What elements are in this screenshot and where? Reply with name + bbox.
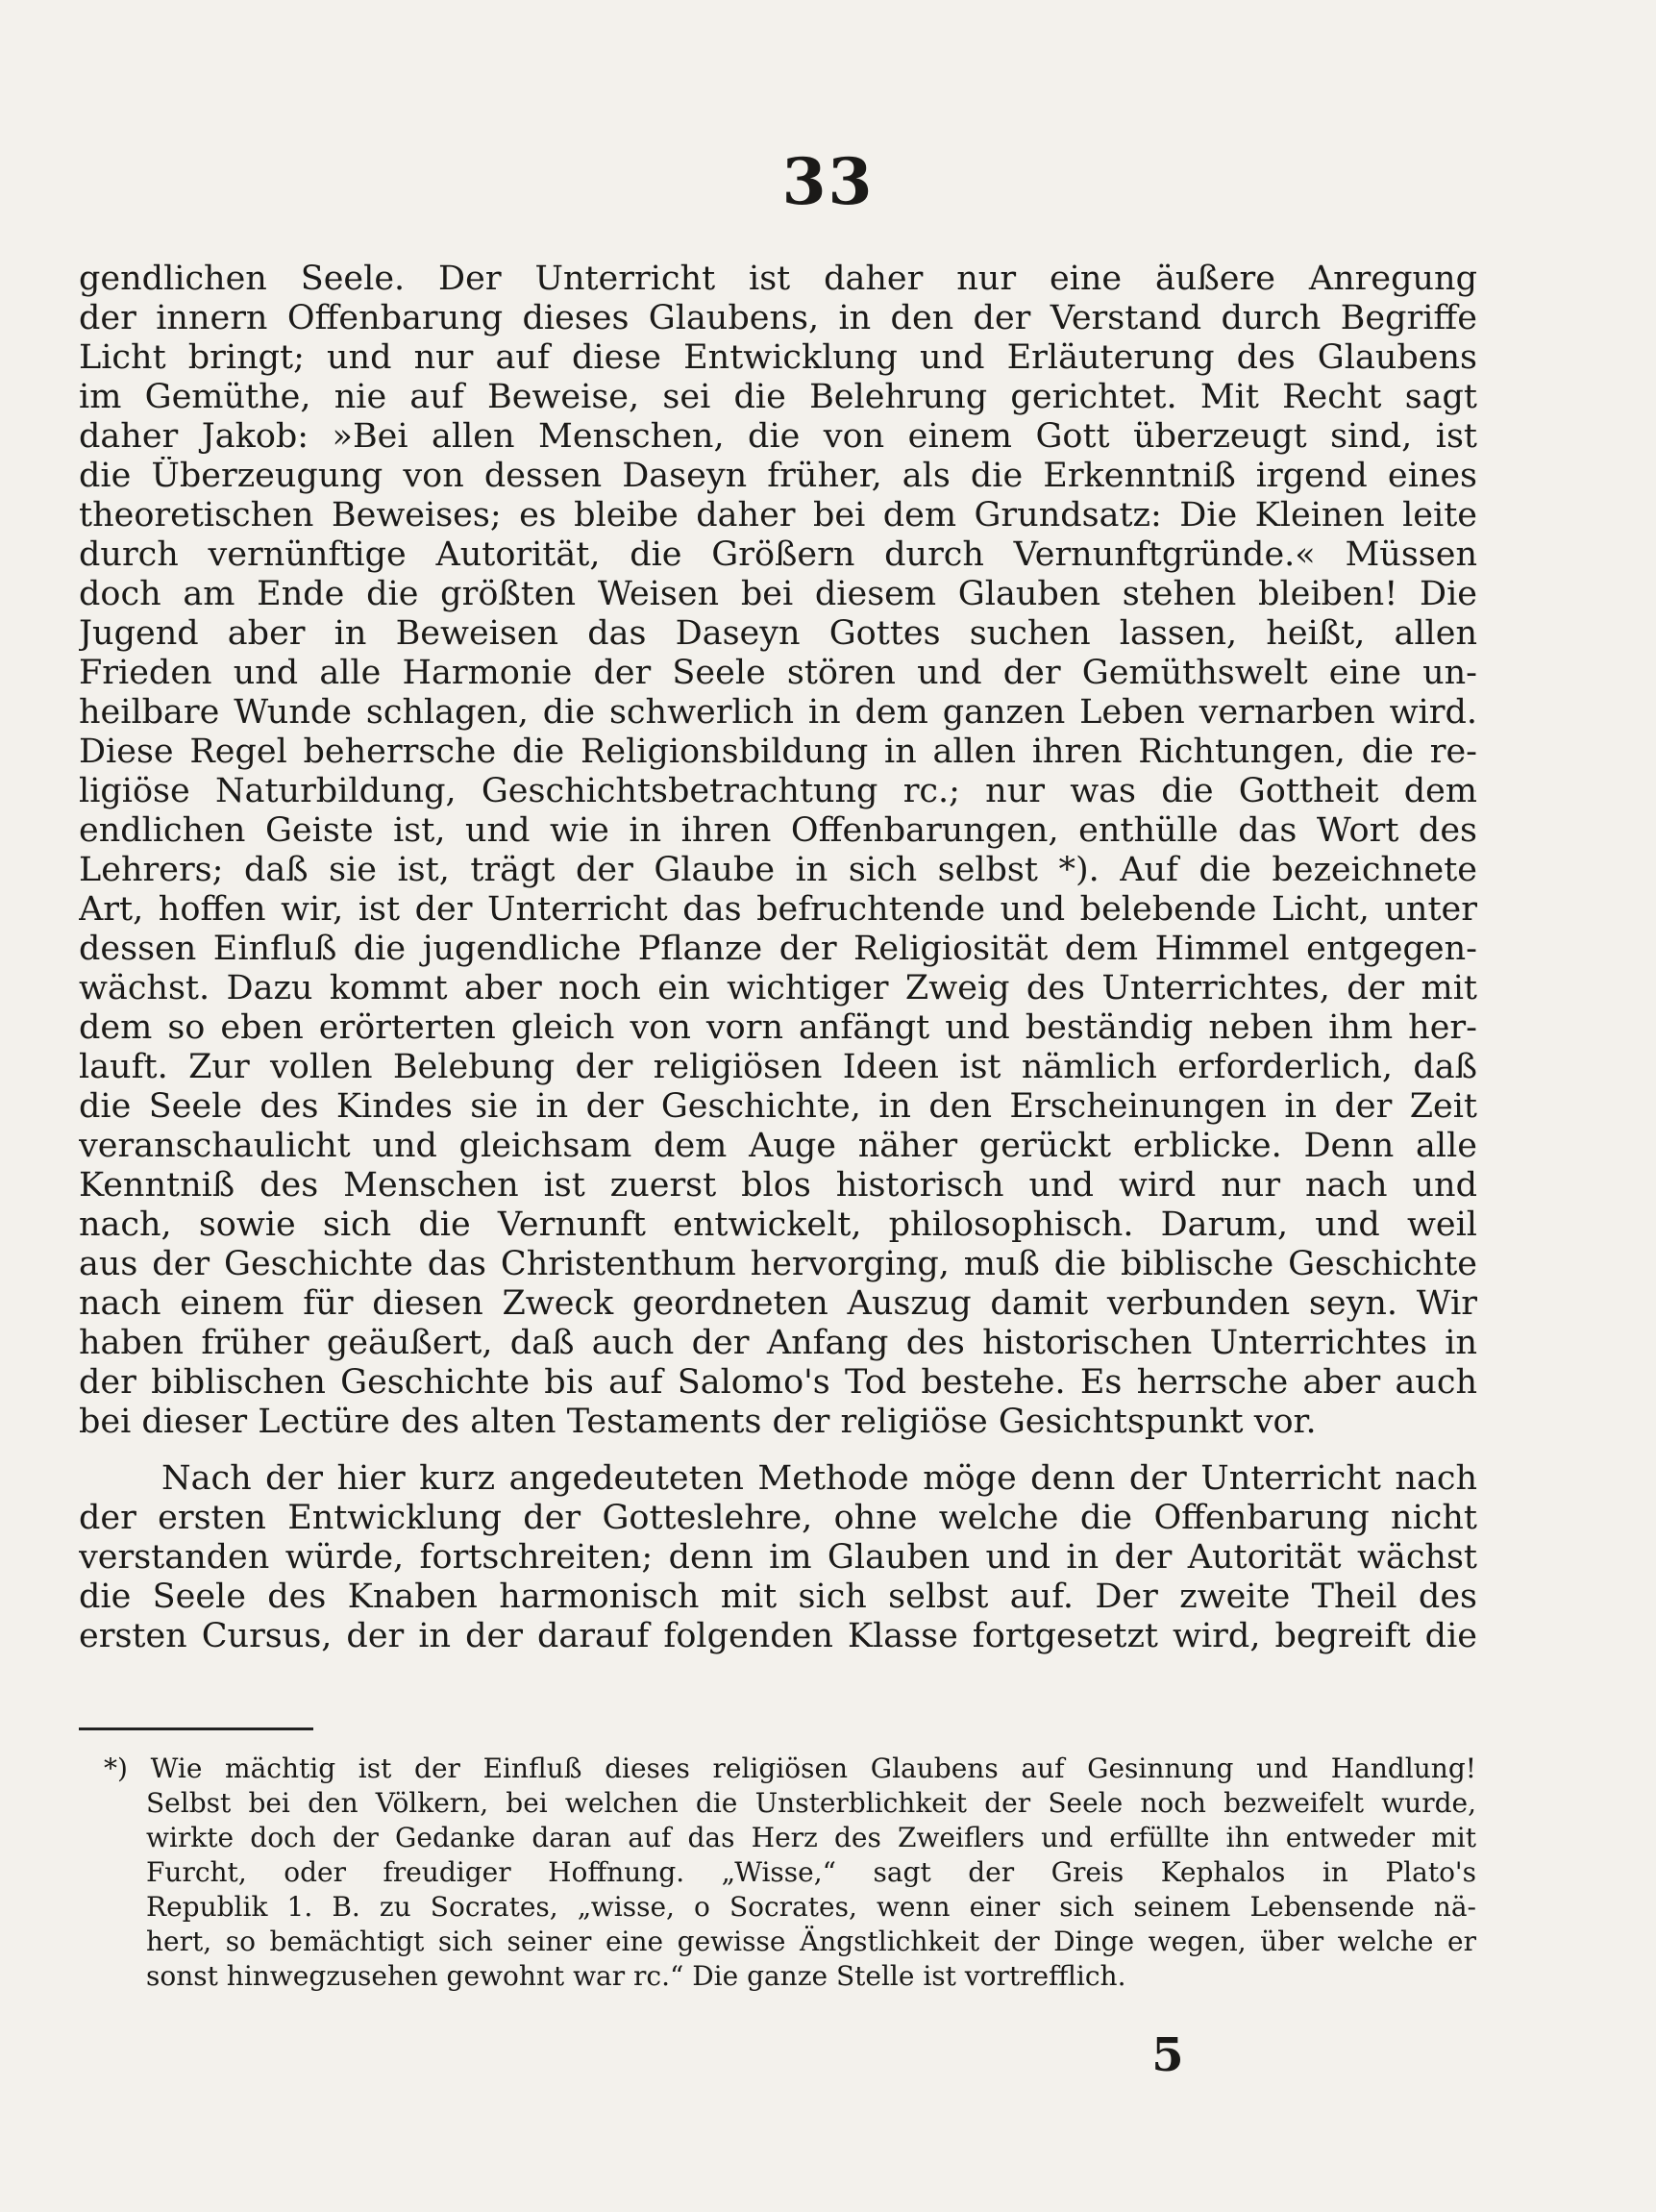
text-line: endlichen Geiste ist, und wie in ihren Offenbarungen, enthülle das Wort des [79, 811, 1477, 850]
text-line: im Gemüthe, nie auf Beweise, sei die Belehrung gerichtet. Mit Recht sagt [79, 378, 1477, 416]
text-line: doch am Ende die größten Weisen bei diesem Glauben stehen bleiben! Die [79, 575, 1477, 613]
text-line: Licht bringt; und nur auf diese Entwicklung und Erläuterung des Glaubens [79, 338, 1477, 377]
text-line: gendlichen Seele. Der Unterricht ist daher nur eine äußere Anregung [79, 260, 1477, 298]
text-line: daher Jakob: »Bei allen Menschen, die von einem Gott überzeugt sind, ist [79, 417, 1477, 456]
main-text [79, 260, 1477, 1656]
text-line: theoretischen Beweises; es bleibe daher bei dem Grundsatz: Die Kleinen leite [79, 496, 1477, 534]
footnote [104, 1752, 1476, 1994]
text-line: der biblischen Geschichte bis auf Salomo's Tod bestehe. Es herrsche aber auch [79, 1363, 1477, 1402]
footnote-line: Furcht, oder freudiger Hoffnung. „Wisse,“ sagt der Greis Kephalos in Plato's [146, 1856, 1476, 1888]
text-line: haben früher geäußert, daß auch der Anfang des historischen Unterrichtes in [79, 1324, 1477, 1362]
text-line: Diese Regel beherrsche die Religionsbildung in allen ihren Richtungen, die re- [79, 733, 1477, 771]
text-line: ligiöse Naturbildung, Geschichtsbetrachtung rc.; nur was die Gottheit dem [79, 772, 1477, 810]
footnote-divider [79, 1727, 313, 1730]
footnote-line: *) Wie mächtig ist der Einfluß dieses religiösen Glaubens auf Gesinnung und Handlung! [104, 1752, 1476, 1784]
text-line: ersten Cursus, der in der darauf folgenden Klasse fortgesetzt wird, begreift die [79, 1617, 1477, 1655]
footnote-line: wirkte doch der Gedanke daran auf das Herz des Zweiflers und erfüllte ihn entweder mit [146, 1822, 1476, 1853]
text-line: durch vernünftige Autorität, die Größern durch Vernunftgründe.« Müssen [79, 535, 1477, 574]
text-line: Jugend aber in Beweisen das Daseyn Gottes suchen lassen, heißt, allen [79, 614, 1477, 653]
text-line: dessen Einfluß die jugendliche Pflanze der Religiosität dem Himmel entgegen- [79, 930, 1477, 968]
footnote-line: hert, so bemächtigt sich seiner eine gewisse Ängstlichkeit der Dinge wegen, über welche er [146, 1926, 1476, 1957]
text-line: heilbare Wunde schlagen, die schwerlich in dem ganzen Leben vernarben wird. [79, 693, 1477, 732]
text-line: bei dieser Lectüre des alten Testaments der religiöse Gesichtspunkt vor. [79, 1403, 1317, 1441]
paragraph-gap [79, 1442, 1477, 1459]
text-line: verstanden würde, fortschreiten; denn im Glauben und in der Autorität wächst [79, 1538, 1477, 1577]
text-line: die Überzeugung von dessen Daseyn früher, als die Erkenntniß irgend eines [79, 457, 1477, 495]
text-line: Nach der hier kurz angedeuteten Methode möge denn der Unterricht nach [161, 1459, 1477, 1498]
text-line: die Seele des Kindes sie in der Geschichte, in den Erscheinungen in der Zeit [79, 1087, 1477, 1126]
text-line: aus der Geschichte das Christenthum hervorging, muß die biblische Geschichte [79, 1245, 1477, 1283]
text-line: dem so eben erörterten gleich von vorn anfängt und beständig neben ihm her- [79, 1008, 1477, 1047]
text-line: Kenntniß des Menschen ist zuerst blos historisch und wird nur nach und [79, 1166, 1477, 1205]
footnote-line: sonst hinwegzusehen gewohnt war rc.“ Die ganze Stelle ist vortrefflich. [146, 1960, 1126, 1992]
footnote-line: Republik 1. B. zu Socrates, „wisse, o Socrates, wenn einer sich seinem Lebensende nä- [146, 1891, 1476, 1923]
text-line: wächst. Dazu kommt aber noch ein wichtiger Zweig des Unterrichtes, der mit [79, 969, 1477, 1007]
page-number: 33 [781, 144, 875, 219]
text-line: der innern Offenbarung dieses Glaubens, in den der Verstand durch Begriffe [79, 299, 1477, 337]
text-line: der ersten Entwicklung der Gotteslehre, ohne welche die Offenbarung nicht [79, 1499, 1477, 1537]
text-line: Art, hoffen wir, ist der Unterricht das befruchtende und belebende Licht, unter [79, 890, 1477, 929]
footnote-line: Selbst bei den Völkern, bei welchen die Unsterblichkeit der Seele noch bezweifelt wurde, [146, 1787, 1476, 1819]
text-line: die Seele des Knaben harmonisch mit sich selbst auf. Der zweite Theil des [79, 1578, 1477, 1616]
text-line: lauft. Zur vollen Belebung der religiösen Ideen ist nämlich erforderlich, daß [79, 1048, 1477, 1086]
text-line: veranschaulicht und gleichsam dem Auge näher gerückt erblicke. Denn alle [79, 1127, 1477, 1165]
text-line: nach, sowie sich die Vernunft entwickelt, philosophisch. Darum, und weil [79, 1205, 1477, 1244]
signature-mark: 5 [1151, 2028, 1184, 2082]
text-line: Lehrers; daß sie ist, trägt der Glaube in sich selbst *). Auf die bezeichnete [79, 851, 1477, 889]
text-line: nach einem für diesen Zweck geordneten Auszug damit verbunden seyn. Wir [79, 1284, 1477, 1323]
text-line: Frieden und alle Harmonie der Seele stören und der Gemüthswelt eine un- [79, 654, 1477, 692]
